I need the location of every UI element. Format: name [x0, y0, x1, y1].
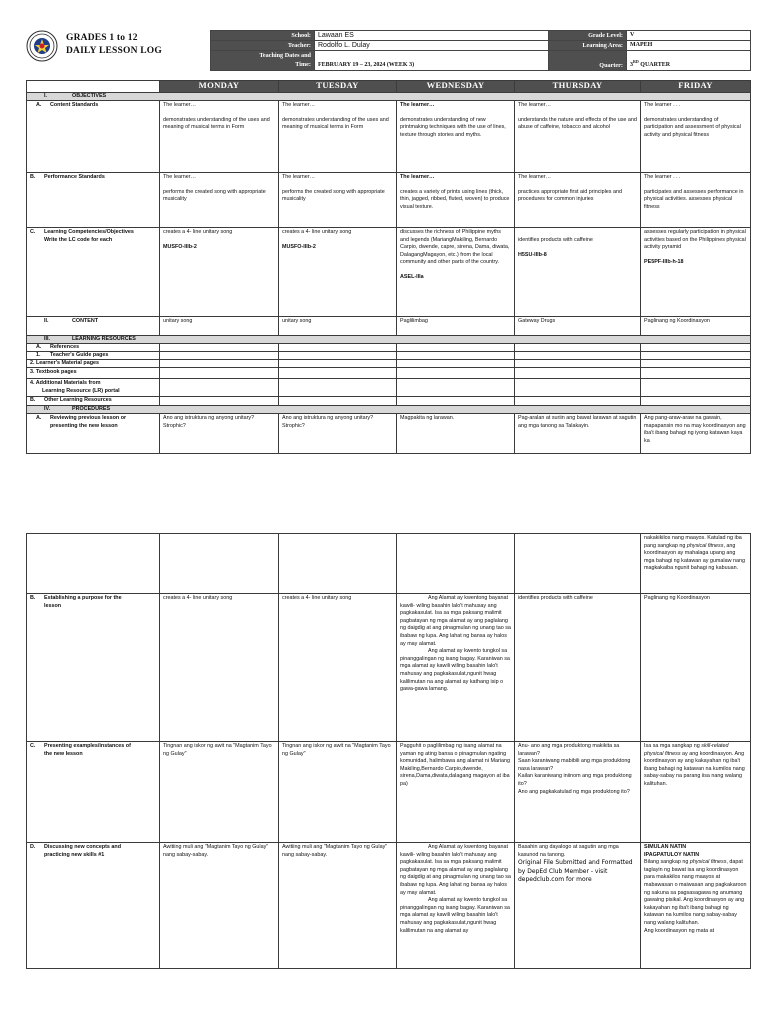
- content-tuesday: unitary song: [279, 317, 397, 336]
- lesson-log-header: [26, 30, 750, 70]
- discussing-wednesday: Ang Alamat ay kwentong bayanat kawili- wiling basahin lalo't mahusay ang pagkakasulat. Isa sa mga paksang malimit pagbatayan ng mga alamat ay ang paglalang ng daigdig at ang pinagmulan ng unang tao sa ibabaw ng lupa. Ang lahat ng bansa ay halos ay may alamat. Ang alamat ay kwento tungkol sa pinanggalingan ng isang bagay. Karaniwan sa mga alamat ay kawili wiling basahin lalo't mahusay ang pagkakasulat,ngunit hwag kalilimutan na ang alamat ay: [397, 843, 515, 969]
- purpose-wednesday: Ang Alamat ay kwentong bayanat kawili- wiling basahin lalo't mahusay ang pagkakasulat. Isa sa mga paksang malimit pagbatayan ng mga alamat ay ang paglalang ng daigdig at ang pinagmulan ng unang tao sa ibabaw ng lupa. Ang lahat ng bansa ay halos ay may alamat. Ang alamat ay kwento tungkol sa pinanggalingan ng isang bagay. Karaniwan sa mga alamat ay kawili wiling basahin lalo't mahusay ang pagkakasulat,ngunit hwag kalilimutan na ang alamat ay kathang isip o gawa-gawa lamang.: [397, 594, 515, 742]
- purpose-friday: Paglinang ng Koordinasyon: [641, 594, 751, 742]
- competencies-row: [27, 228, 751, 317]
- lr-portal-label: 4. Additional Materials from Learning Resource (LR) portal: [27, 379, 160, 397]
- examples-monday: Tingnan ang iskor ng awit na "Magtanim Tayo ng Gulay": [160, 742, 279, 843]
- day-header-wednesday: WEDNESDAY: [397, 81, 515, 93]
- day-header-tuesday: TUESDAY: [279, 81, 397, 93]
- other-resources-row: [27, 397, 751, 406]
- review-row: [27, 414, 751, 454]
- discussing-monday: Awitiing muli ang "Magtanim Tayo ng Gulay" nang sabay-sabay.: [160, 843, 279, 969]
- learners-material-row: [27, 360, 751, 368]
- content-thursday: Gateway Drugs: [515, 317, 641, 336]
- content-friday: Paglinang ng Koordinasyon: [641, 317, 751, 336]
- learning-area-label: Learning Area:: [549, 41, 627, 51]
- performance-standards-friday: The learner . . . participates and assesses performance in physical activities. assesses physical fitness: [641, 173, 751, 228]
- grade-label: Grade Level:: [549, 31, 627, 41]
- teacher-value: Rodolfo L. Dulay: [315, 41, 549, 51]
- discussing-label: D. Discussing new concepts and practicing new skills #1: [27, 843, 160, 969]
- performance-standards-wednesday: The learner… creates a variety of prints using lines (thick, thin, jagged, ribbed, fluted, woven) to produce visual texture.: [397, 173, 515, 228]
- competencies-thursday: identifies products with caffeine H5SU-IIIb-8: [515, 228, 641, 317]
- references-row: [27, 344, 751, 352]
- quarter-label: Quarter:: [549, 51, 627, 71]
- depedclub-note: Original File Submitted and Formatted by DepEd Club Member - visit depedclub.com for more: [518, 859, 633, 884]
- content-standards-row: [27, 101, 751, 173]
- discussing-thursday: Basahin ang dayalogo at sagutin ang mga kasunod na tanong. Original File Submitted and Formatted by DepEd Club Member - visit depedclub.com for more: [515, 843, 641, 969]
- day-header-thursday: THURSDAY: [515, 81, 641, 93]
- purpose-tuesday: creates a 4- line unitary song: [279, 594, 397, 742]
- content-monday: unitary song: [160, 317, 279, 336]
- header-info-table: [210, 30, 751, 71]
- examples-thursday: Anu- ano ang mga produktong makikita sa larawan? Saan karaniwang mabibili ang mga produktong nasa larawan? Kailan karaniwang iniinom ang mga produktong ito? Ano ang pagkakatulad ng mga produktong ito?: [515, 742, 641, 843]
- dates-label: Teaching Dates and Time:: [211, 51, 315, 71]
- review-wednesday: Magpakita ng larawan.: [397, 414, 515, 454]
- performance-standards-label: B. Performance Standards: [27, 173, 160, 228]
- content-standards-label: A. Content Standards: [27, 101, 160, 173]
- examples-row: [27, 742, 751, 843]
- discussing-friday: SIMULAN NATIN IPAGPATULOY NATIN Bilang sangkap ng physical fitness, dapat taglayin ng bawat isa ang koordinasyon para makakilos nang maayos at mabawasan o maiwasan ang pagkakaroon ng sakuna sa pagsasagawa ng anumang gawaing pisikal. Ang koordinasyon ay ang kakayahan ng iba't ibang bahagi ng katawan na kumilos nang sabay-sabay nang walang kalituhan. Ang koordinasyon ng mata at: [641, 843, 751, 969]
- teachers-guide-row: [27, 352, 751, 360]
- performance-standards-monday: The learner… performs the created song with appropriate musicality: [160, 173, 279, 228]
- review-friday-continued: nakakikilos nang maayos. Katulad ng iba pang sangkap ng physical fitness, ang koordinasyon ay mahalaga upang ang mga bahagi ng katawan ay gumalaw nang magkakaiba ngunit bahagi ng kabuuan.: [641, 534, 751, 594]
- discussing-tuesday: Awitiing muli ang "Magtanim Tayo ng Gulay" nang sabay-sabay.: [279, 843, 397, 969]
- competencies-friday: assesses regularly participation in physical activities based on the Philippines physical activity pyramid PE5PF-IIIb-h-18: [641, 228, 751, 317]
- school-label: School:: [211, 31, 315, 41]
- quarter-value: 3RD QUARTER: [627, 51, 751, 71]
- textbook-label: 3. Textbook pages: [27, 368, 160, 379]
- competencies-label: C. Learning Competencies/Objectives Write the LC code for each: [27, 228, 160, 317]
- learning-area-value: MAPEH: [627, 41, 751, 51]
- lesson-log-table-page-2: [26, 533, 751, 969]
- document-title: GRADES 1 to 12 DAILY LESSON LOG: [66, 33, 162, 56]
- learning-resources-heading: III. LEARNING RESOURCES: [27, 336, 751, 344]
- textbook-row: [27, 368, 751, 379]
- content-row: [27, 317, 751, 336]
- grade-value: V: [627, 31, 751, 41]
- competencies-tuesday: creates a 4- line unitary song MUSFO-IIIb-2: [279, 228, 397, 317]
- competencies-monday: creates a 4- line unitary song MUSFO-IIIb-2: [160, 228, 279, 317]
- school-value: Lawaan ES: [315, 31, 549, 41]
- learning-resources-row: [27, 336, 751, 344]
- content-label: II. CONTENT: [27, 317, 160, 336]
- discussing-row: [27, 843, 751, 969]
- examples-tuesday: Tingnan ang iskor ng awit na "Magtanim Tayo ng Gulay": [279, 742, 397, 843]
- review-row-continued: [27, 534, 751, 594]
- procedures-row: [27, 406, 751, 414]
- teachers-guide-label: 1. Teacher's Guide pages: [27, 352, 160, 360]
- objectives-heading: I. OBJECTIVES: [27, 93, 751, 101]
- review-friday: Ang pang-araw-araw na gawain, mapapansin mo na may koordinasyon ang iba't ibang bahagi ng iyong katawan kaya ka: [641, 414, 751, 454]
- review-label: A. Reviewing previous lesson or presenting the new lesson: [27, 414, 160, 454]
- content-standards-tuesday: The learner… demonstrates understanding of the uses and meaning of musical terms in Form: [279, 101, 397, 173]
- performance-standards-row: [27, 173, 751, 228]
- teacher-label: Teacher:: [211, 41, 315, 51]
- content-wednesday: Paglilimbag: [397, 317, 515, 336]
- references-label: A. References: [27, 344, 160, 352]
- content-standards-friday: The learner . . . demonstrates understanding of participation and assessment of physical activity and physical fitness: [641, 101, 751, 173]
- day-header-friday: FRIDAY: [641, 81, 751, 93]
- competencies-wednesday: discusses the richness of Philippine myths and legends (MariangMakiling, Bernardo Carpio, dwende, capre, sirena, Dama, diwata, DalagangMagayon, etc.) from the local community and other parts of the country. ASEL-IIIa: [397, 228, 515, 317]
- learners-material-label: 2. Learner's Material pages: [27, 360, 160, 368]
- purpose-row: [27, 594, 751, 742]
- purpose-monday: creates a 4- line unitary song: [160, 594, 279, 742]
- lr-portal-row: [27, 379, 751, 397]
- content-standards-wednesday: The learner… demonstrates understanding of new printmaking techniques with the use of lines, texture through stories and myths.: [397, 101, 515, 173]
- review-thursday: Pag-aralan at suriin ang bawat larawan at sagutin ang mga tanong sa Talakayin.: [515, 414, 641, 454]
- performance-standards-tuesday: The learner… performs the created song with appropriate musicality: [279, 173, 397, 228]
- performance-standards-thursday: The learner… practices appropriate first aid principles and procedures for common injuries: [515, 173, 641, 228]
- purpose-thursday: identifies products with caffeine: [515, 594, 641, 742]
- corner-cell: [27, 81, 160, 93]
- review-monday: Ano ang istruktura ng anyong unitary? Strophic?: [160, 414, 279, 454]
- other-resources-label: B. Other Learning Resources: [27, 397, 160, 406]
- examples-wednesday: Pagguhit o paglilimbag ng isang alamat na yaman ng ating bansa o pinagmulan ngating komunidad, halimbawa ang alamat ni Mariang Makiling,Bernardo Carpio,dwende, sirena,Dama,diwata,dalagang magayon at iba pa): [397, 742, 515, 843]
- content-standards-thursday: The learner… understands the nature and effects of the use and abuse of caffeine, tobacco and alcohol: [515, 101, 641, 173]
- examples-friday: Isa sa mga sangkap ng skill-related physical fitness ay ang koordinasyon. Ang koordinasyon ay ang kakayahan ng iba't ibang bahagi ng katawan na kumilos nang sabay-sabay na parang iisa nang walang kalituhan.: [641, 742, 751, 843]
- dates-value: FEBRUARY 19 – 23, 2024 (WEEK 3): [315, 51, 549, 71]
- objectives-row: [27, 93, 751, 101]
- lesson-log-table-page-1: [26, 80, 751, 454]
- procedures-heading: IV. PROCEDURES: [27, 406, 751, 414]
- purpose-label: B. Establishing a purpose for the lesson: [27, 594, 160, 742]
- deped-seal-icon: [26, 30, 58, 62]
- examples-label: C. Presenting examples/instances of the new lesson: [27, 742, 160, 843]
- day-header-monday: MONDAY: [160, 81, 279, 93]
- review-tuesday: Ano ang istruktura ng anyong unitary? Strophic?: [279, 414, 397, 454]
- content-standards-monday: The learner… demonstrates understanding of the uses and meaning of musical terms in Form: [160, 101, 279, 173]
